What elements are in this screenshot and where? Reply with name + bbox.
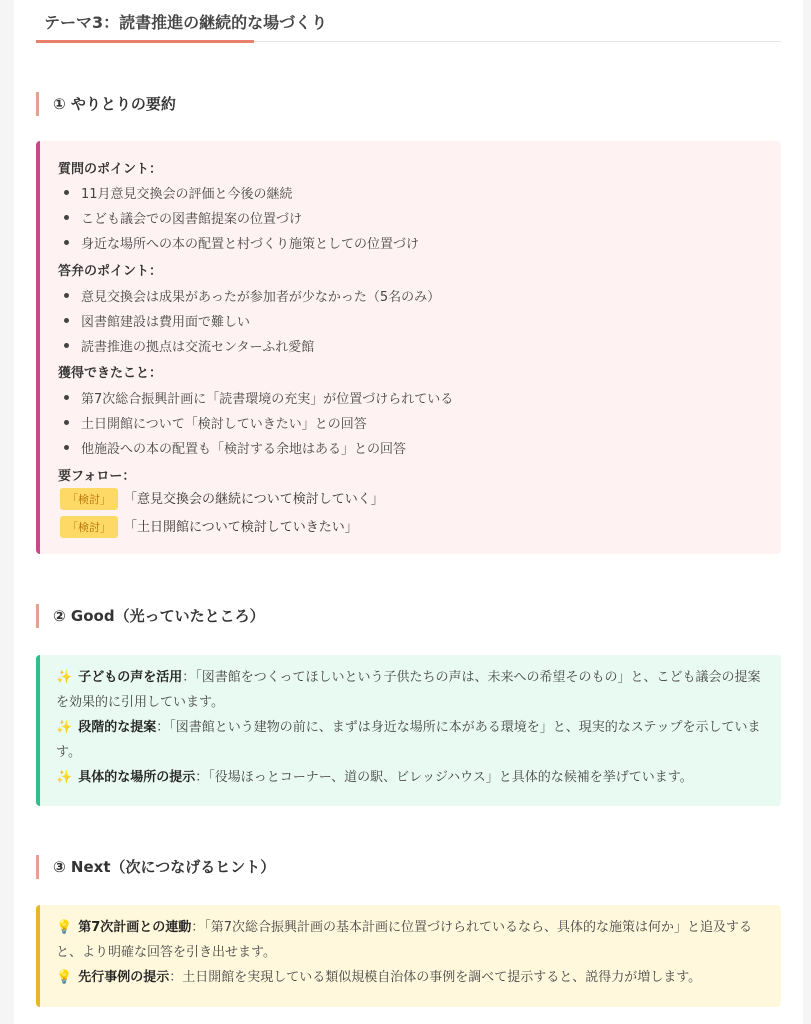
next-item: 💡 第7次計画との連動：「第7次総合振興計画の基本計画に位置づけられているなら、具体的な施策は何か」と追及すると、より明確な回答を引き出せます。 (56, 920, 753, 960)
lightbulb-icon: 💡 (56, 970, 73, 985)
followup-item: 「検討」 「意見交換会の継続について検討していく」 (60, 488, 384, 510)
list-item: こども議会での図書館提案の位置づけ (64, 208, 302, 227)
summary-box (36, 141, 781, 554)
list-item: 11月意見交換会の評価と今後の継続 (64, 183, 293, 202)
section-title-good: ② Good（光っていたところ） (36, 604, 265, 628)
sparkles-icon: ✨ (56, 720, 73, 735)
lightbulb-icon: 💡 (56, 920, 73, 935)
answer-points-label: 答弁のポイント： (58, 264, 163, 279)
section-title-next: ③ Next（次につなげるヒント） (36, 855, 275, 879)
theme-title: テーマ3：読書推進の継続的な場づくり (44, 13, 328, 32)
good-item: ✨ 子どもの声を活用：「図書館をつくってほしいという子供たちの声は、未来への希望そのもの」と、こども議会の提案を効果的に引用しています。 (56, 670, 761, 710)
list-item: 読書推進の拠点は交流センターふれ愛館 (64, 336, 314, 355)
sparkles-icon: ✨ (56, 770, 73, 785)
followup-label: 要フォロー： (58, 469, 136, 484)
review-tag: 「検討」 (60, 516, 118, 538)
list-item: 他施設への本の配置も「検討する余地はある」との回答 (64, 438, 406, 457)
sparkles-icon: ✨ (56, 670, 73, 685)
list-item: 土日開館について「検討していきたい」との回答 (64, 413, 367, 432)
section-title-summary: ① やりとりの要約 (36, 92, 176, 116)
review-tag: 「検討」 (60, 488, 118, 510)
list-item: 意見交換会は成果があったが参加者が少なかった（5名のみ） (64, 286, 440, 305)
theme-header (36, 0, 781, 42)
good-item: ✨ 段階的な提案：「図書館という建物の前に、まずは身近な場所に本がある環境を」と、現実的なステップを示しています。 (56, 720, 761, 760)
list-item: 第7次総合振興計画に「読書環境の充実」が位置づけられている (64, 388, 453, 407)
theme-title-underline (36, 40, 254, 43)
list-item: 身近な場所への本の配置と村づくり施策としての位置づけ (64, 233, 419, 252)
gains-label: 獲得できたこと： (58, 366, 163, 381)
followup-item: 「検討」 「土日開館について検討していきたい」 (60, 516, 358, 538)
good-item: ✨ 具体的な場所の提示：「役場ほっとコーナー、道の駅、ビレッジハウス」と具体的な候補を挙げています。 (56, 770, 693, 785)
next-item: 💡 先行事例の提示：土日開館を実現している類似規模自治体の事例を調べて提示すると、説得力が増します。 (56, 970, 702, 985)
good-box (36, 655, 781, 806)
next-box (36, 905, 781, 1007)
list-item: 図書館建設は費用面で難しい (64, 311, 250, 330)
content-card (14, 0, 803, 1024)
question-points-label: 質問のポイント： (58, 162, 163, 177)
